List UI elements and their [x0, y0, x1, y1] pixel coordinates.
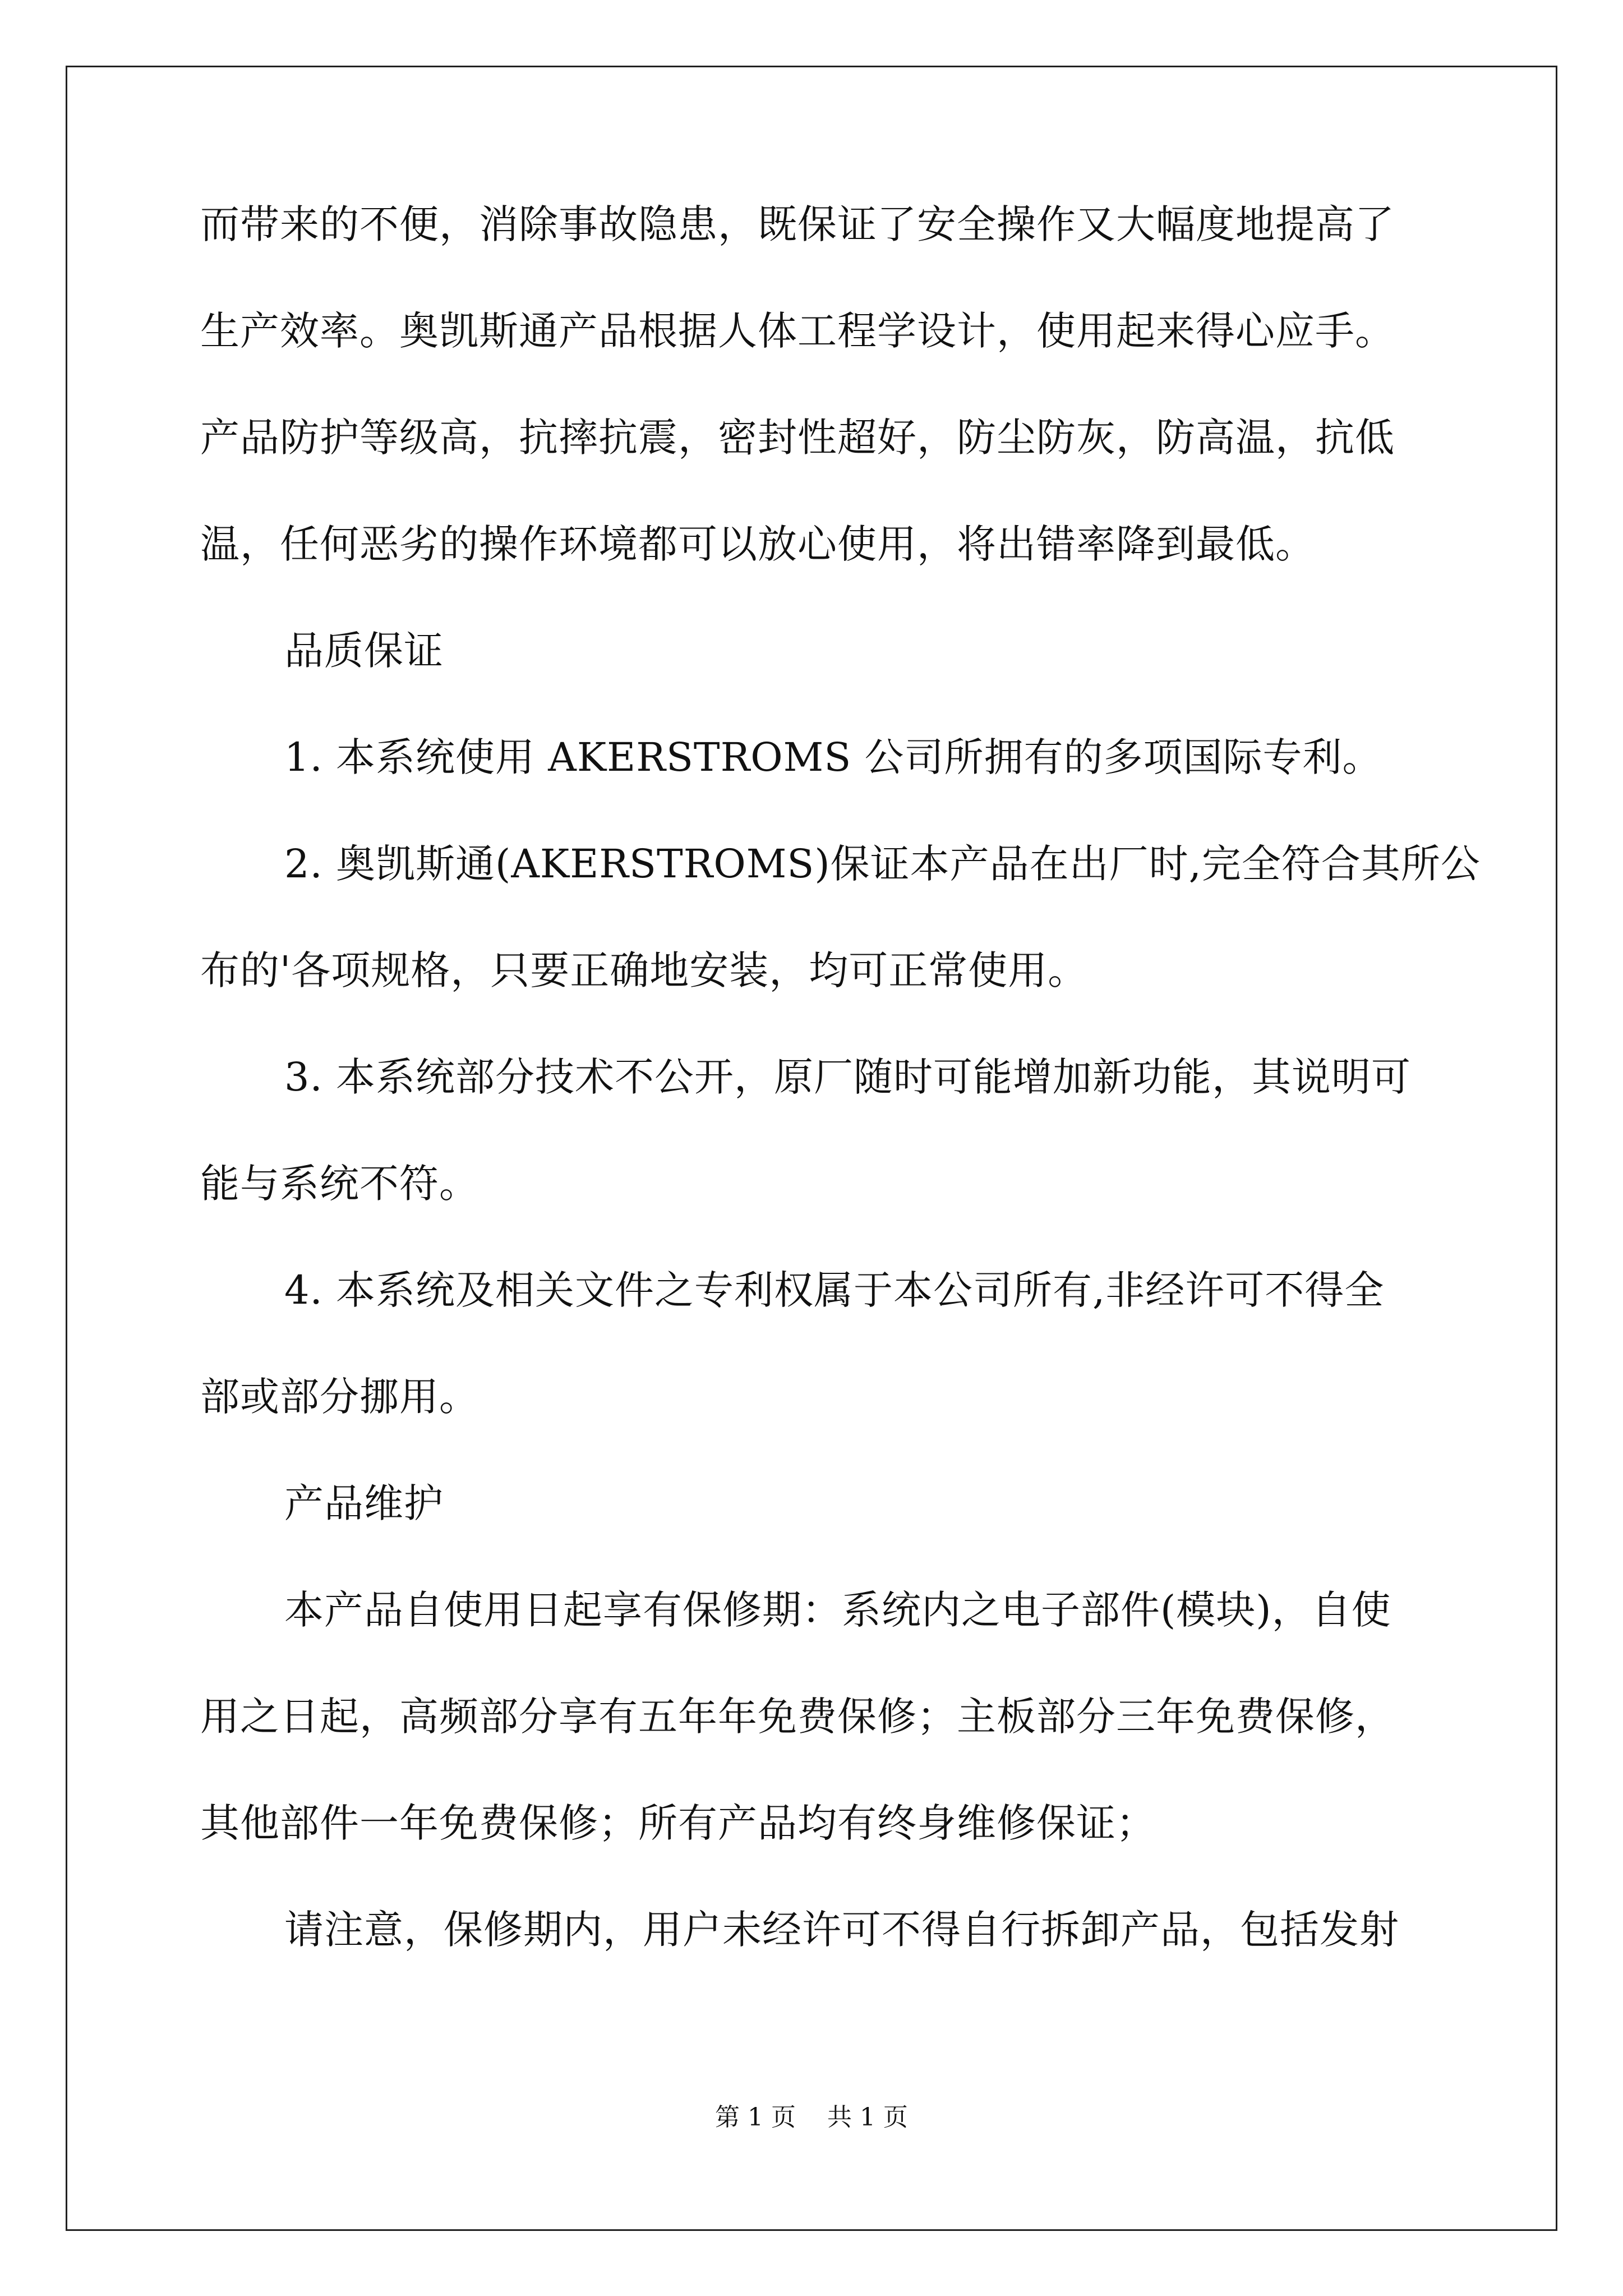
list-item-continuation: 布的'各项规格，只要正确地安装，均可正常使用。 [200, 947, 1088, 993]
paragraph-line: 而带来的不便，消除事故隐患，既保证了安全操作又大幅度地提高了 [200, 201, 1395, 247]
paragraph-line: 温，任何恶劣的操作环境都可以放心使用，将出错率降到最低。 [200, 521, 1315, 567]
list-item-continuation: 部或部分挪用。 [200, 1374, 479, 1420]
paragraph-line: 请注意，保修期内，用户未经许可不得自行拆卸产品，包括发射 [284, 1907, 1399, 1953]
paragraph-line: 本产品自使用日起享有保修期：系统内之电子部件(模块)，自使 [284, 1587, 1391, 1633]
paragraph-line: 用之日起，高频部分享有五年年免费保修；主板部分三年免费保修， [200, 1694, 1395, 1740]
paragraph-line: 产品防护等级高，抗摔抗震，密封性超好，防尘防灰，防高温，抗低 [200, 415, 1395, 461]
list-item: 3. 本系统部分技术不公开，原厂随时可能增加新功能，其说明可 [284, 1054, 1412, 1100]
list-item: 4. 本系统及相关文件之专利权属于本公司所有,非经许可不得全 [284, 1267, 1385, 1313]
list-item-continuation: 能与系统不符。 [200, 1161, 479, 1207]
section-heading-quality: 品质保证 [284, 628, 444, 674]
paragraph-line: 生产效率。奥凯斯通产品根据人体工程学设计，使用起来得心应手。 [200, 308, 1395, 354]
paragraph-line: 其他部件一年免费保修；所有产品均有终身维修保证； [200, 1800, 1156, 1846]
page-border [66, 66, 1557, 2231]
list-item: 2. 奥凯斯通(AKERSTROMS)保证本产品在出厂时,完全符合其所公 [284, 841, 1481, 887]
list-item: 1. 本系统使用 AKERSTROMS 公司所拥有的多项国际专利。 [284, 734, 1382, 780]
section-heading-maintenance: 产品维护 [284, 1480, 444, 1526]
page-number-footer: 第 1 页 共 1 页 [715, 2103, 908, 2132]
